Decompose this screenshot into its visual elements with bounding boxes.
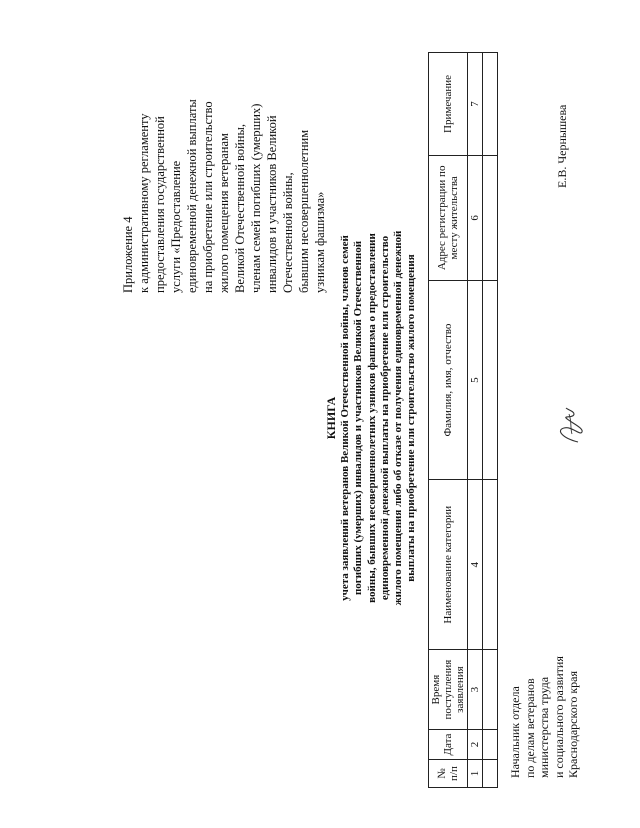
appendix-line: членам семей погибших (умерших) [249, 103, 263, 293]
appendix-line: к административному регламенту [137, 113, 151, 293]
column-header: № п/п [429, 760, 468, 788]
column-number: 6 [468, 155, 483, 280]
column-number: 3 [468, 650, 483, 730]
signatory-line: Начальник отдела [508, 686, 522, 778]
table-cell [483, 53, 498, 156]
column-number: 5 [468, 280, 483, 480]
appendix-header [120, 33, 328, 293]
signatory-line: по делам ветеранов [522, 678, 537, 778]
appendix-line: жилого помещения ветеранам [217, 133, 231, 293]
table-header-row [429, 53, 468, 788]
table-empty-row [483, 53, 498, 788]
column-number: 4 [468, 480, 483, 650]
title-line: войны, бывших несовершеннолетних узников фашизма о предоставлении [365, 233, 378, 603]
title-heading: КНИГА [324, 396, 338, 440]
column-header: Адрес регистрации по месту жительства [429, 155, 468, 280]
column-number-row [468, 53, 483, 788]
table-cell [483, 760, 498, 788]
appendix-line: Отечественной войны, [281, 172, 295, 293]
column-number: 1 [468, 760, 483, 788]
signatory-name: Е.В. Чернышева [555, 104, 569, 188]
signatory-line: министерства труда [537, 676, 551, 778]
column-header: Время поступления заявления [429, 650, 468, 730]
title-line: учета заявлений ветеранов Великой Отечественной войны, членов семей [339, 235, 352, 601]
title-line: выплаты на приобретение или строительство жилого помещения [405, 254, 418, 582]
signatory-line: и социального развития [551, 656, 566, 778]
table-cell [483, 280, 498, 480]
signatory-line: Краснодарского края [566, 670, 580, 778]
signatory-title [508, 618, 581, 778]
table-cell [483, 650, 498, 730]
title-line: погибших (умерших) инвалидов и участников Великой Отечественной [352, 240, 365, 596]
handwritten-signature-icon [552, 404, 586, 448]
appendix-line: инвалидов и участников Великой [265, 115, 279, 293]
appendix-line: узникам фашизма» [313, 191, 327, 293]
document-title [325, 218, 418, 618]
table-cell [483, 155, 498, 280]
table-cell [483, 730, 498, 760]
title-line: жилого помещения либо об отказе от получения единовременной денежной [392, 230, 405, 606]
appendix-line: единовременной денежной выплаты [185, 99, 199, 293]
column-number: 2 [468, 730, 483, 760]
appendix-line: Великой Отечественной войны, [233, 124, 247, 293]
appendix-line: бывшим несовершеннолетним [297, 129, 311, 293]
appendix-line: на приобретение или строительство [201, 101, 215, 293]
column-header: Дата [429, 730, 468, 760]
column-header: Фамилия, имя, отчество [429, 280, 468, 480]
column-header: Примечание [429, 53, 468, 156]
column-header: Наименование категории [429, 480, 468, 650]
title-line: единовременной денежной выплаты на приобретение или строительство [378, 235, 391, 601]
registry-table [428, 52, 498, 788]
column-number: 7 [468, 53, 483, 156]
appendix-line: Приложение 4 [121, 216, 135, 293]
appendix-line: услуги «Предоставление [169, 160, 183, 293]
table-cell [483, 480, 498, 650]
appendix-line: предоставления государственной [153, 116, 167, 293]
